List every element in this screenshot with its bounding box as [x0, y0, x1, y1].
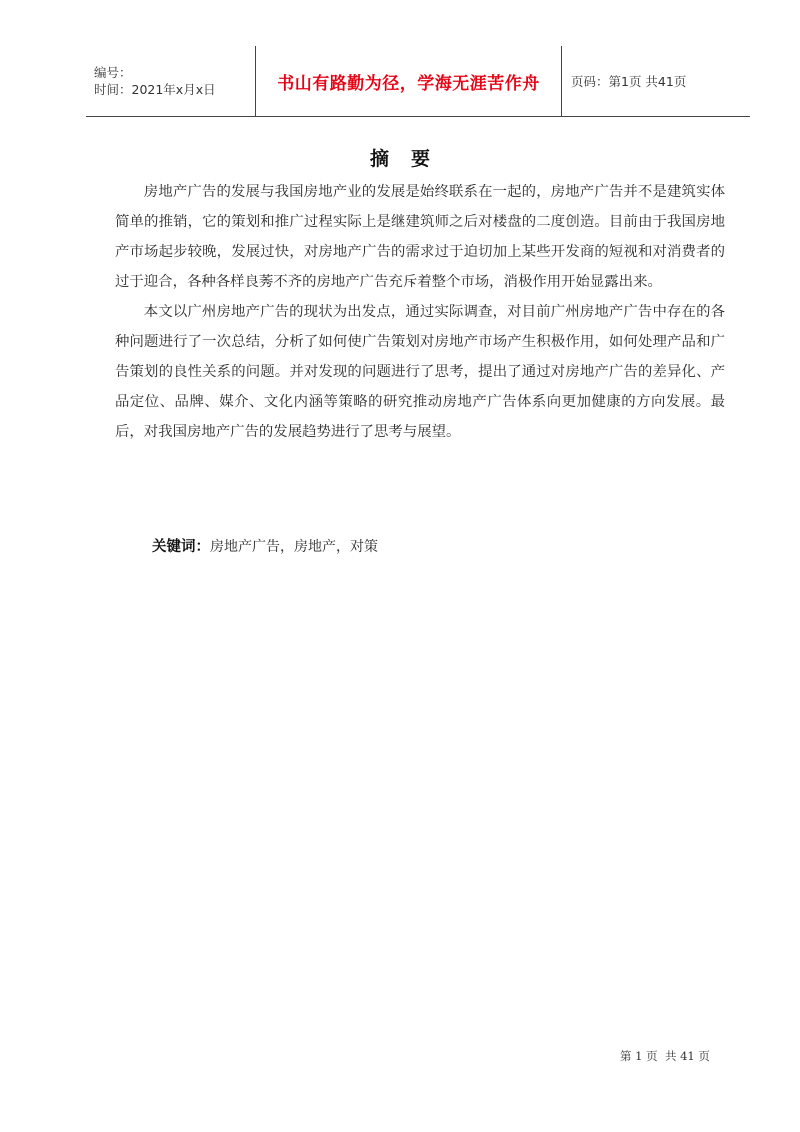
keywords-value: 房地产广告，房地产，对策: [210, 539, 378, 555]
header-page-info: [562, 46, 750, 116]
header-motto: [256, 46, 562, 116]
abstract-paragraph-2: 本文以广州房地产广告的现状为出发点，通过实际调查，对目前广州房地产广告中存在的各种问题进行了一次总结，分析了如何使广告策划对房地产市场产生积极作用，如何处理产品和广告策划的良性关系的问题。并对发现的问题进行了思考，提出了通过对房地产广告的差异化、产品定位、品牌、媒介、文化内涵等策略的研究推动房地产广告体系向更加健康的方向发展。最后，对我国房地产广告的发展趋势进行了思考与展望。: [115, 304, 725, 440]
abstract-title: 摘要: [369, 148, 452, 170]
document-number-label: 编号：: [94, 65, 132, 80]
motto-text: 书山有路勤为径，学海无涯苦作舟: [277, 73, 540, 94]
page-info-text: 页码：第1页 共41页: [571, 74, 687, 89]
abstract-body: [115, 177, 725, 447]
header-meta: [86, 46, 256, 116]
keywords-line: [152, 535, 378, 556]
document-time-label: 时间：2021年x月x日: [94, 82, 216, 97]
keywords-label: 关键词：: [152, 539, 210, 555]
page-header: [86, 46, 750, 117]
page-footer: 第 1 页 共 41 页: [620, 1049, 710, 1063]
abstract-paragraph-1: 房地产广告的发展与我国房地产业的发展是始终联系在一起的，房地产广告并不是建筑实体简单的推销，它的策划和推广过程实际上是继建筑师之后对楼盘的二度创造。目前由于我国房地产市场起步较晚，发展过快，对房地产广告的需求过于迫切加上某些开发商的短视和对消费者的过于迎合，各种各样良莠不齐的房地产广告充斥着整个市场，消极作用开始显露出来。: [115, 184, 725, 290]
